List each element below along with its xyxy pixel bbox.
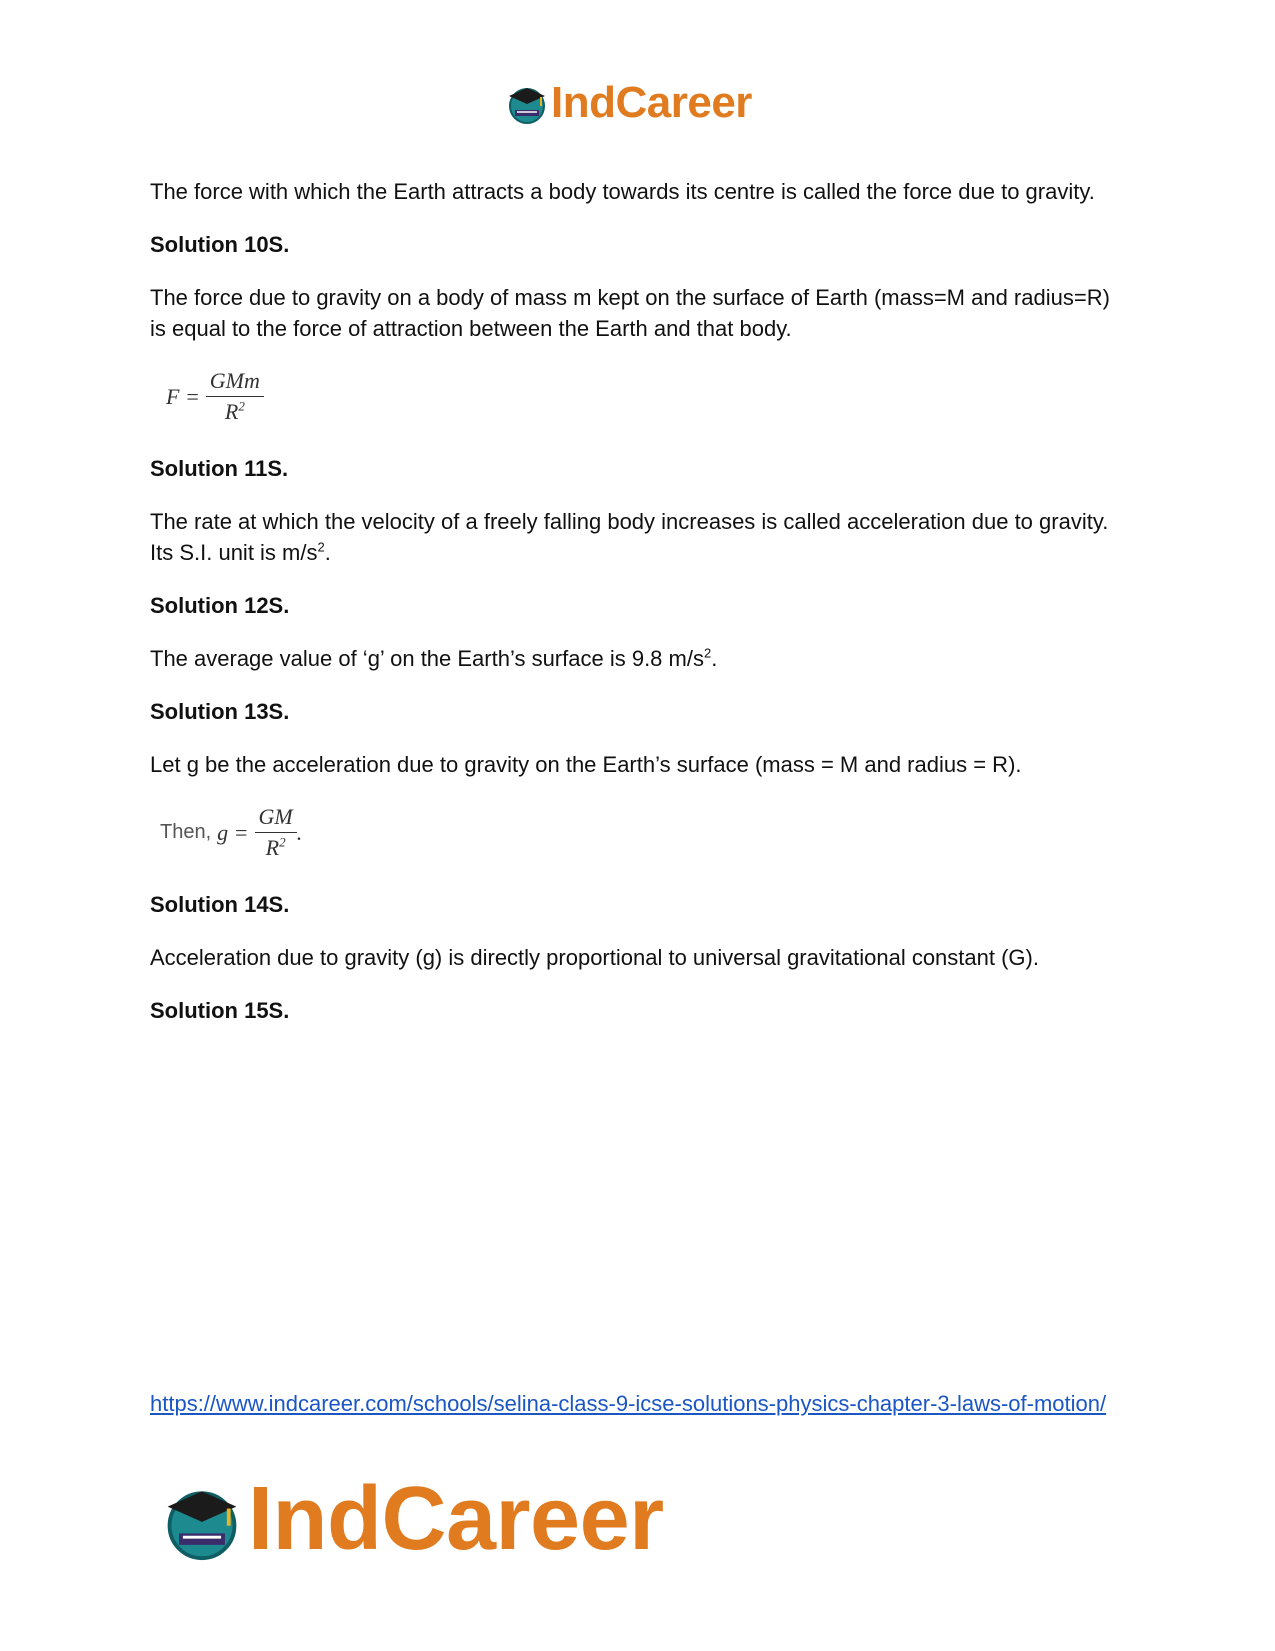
- intro-paragraph: The force with which the Earth attracts a body towards its centre is called the force due to gravity.: [150, 179, 1095, 204]
- solution-12-heading: Solution 12S.: [150, 593, 290, 618]
- formula-lhs: F =: [166, 383, 200, 409]
- solution-13-heading: Solution 13S.: [150, 699, 290, 724]
- graduation-cap-globe-icon: [505, 82, 549, 124]
- footer-logo: [160, 1468, 664, 1571]
- solution-11-heading: Solution 11S.: [150, 456, 289, 481]
- brand-wordmark: IndCareer: [248, 1469, 664, 1569]
- solution-15-heading: Solution 15S.: [150, 998, 290, 1023]
- formula-numerator: GMm: [206, 368, 264, 397]
- formula-fraction: [255, 804, 297, 861]
- solution-10-heading: Solution 10S.: [150, 232, 290, 257]
- formula-end: .: [296, 819, 303, 845]
- solution-12-text: The average value of ‘g’ on the Earth’s surface is 9.8 $m/s^2$.: [150, 645, 718, 671]
- graduation-cap-globe-icon: [160, 1479, 244, 1561]
- formula-fraction: [206, 368, 264, 425]
- formula-force: [166, 368, 1130, 425]
- brand-wordmark: IndCareer: [551, 78, 752, 127]
- formula-lhs: g =: [217, 819, 249, 845]
- formula-numerator: GM: [255, 804, 297, 833]
- solution-10-text: The force due to gravity on a body of mass m kept on the surface of Earth (mass=M and radius=R) is equal to the force of attraction between the Earth and that body.: [150, 285, 1110, 341]
- formula-gravity: [160, 804, 1130, 861]
- solution-14-heading: Solution 14S.: [150, 892, 290, 917]
- formula-then: Then,: [160, 821, 212, 843]
- header-logo: [505, 78, 752, 128]
- formula-denominator: $R^2$: [224, 398, 245, 424]
- formula-denominator: $R^2$: [265, 834, 286, 860]
- page-content: [150, 176, 1130, 1026]
- solution-11-text: The rate at which the velocity of a freely falling body increases is called acceleration due to gravity. Its S.I. unit is $m/s^2$.: [150, 509, 1109, 565]
- source-url-link[interactable]: https://www.indcareer.com/schools/selina-class-9-icse-solutions-physics-chapter-3-laws-of-motion/: [150, 1391, 1107, 1416]
- solution-13-text: Let g be the acceleration due to gravity on the Earth’s surface (mass = M and radius = R).: [150, 752, 1022, 777]
- solution-14-text: Acceleration due to gravity (g) is directly proportional to universal gravitational constant (G).: [150, 945, 1039, 970]
